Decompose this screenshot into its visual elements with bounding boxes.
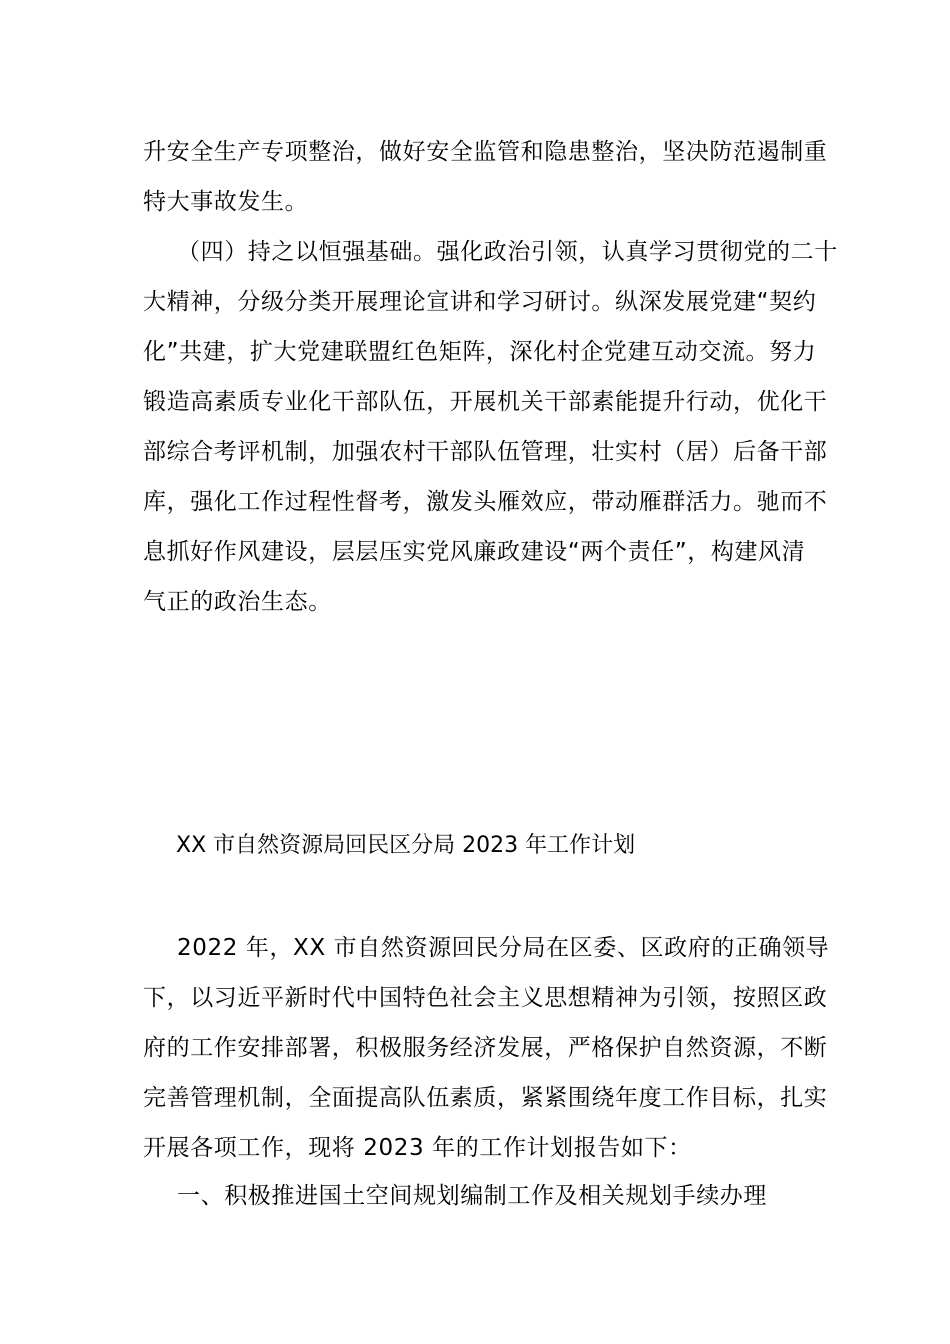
text-line: 化”共建，扩大党建联盟红色矩阵，深化村企党建互动交流。努力 [143, 339, 817, 365]
paragraph-safety-continuation [143, 127, 828, 227]
text-line: 部综合考评机制，加强农村干部队伍管理，壮实村（居）后备干部 [143, 439, 828, 465]
text-line: 升安全生产专项整治，做好安全监管和隐患整治，坚决防范遏制重 [143, 139, 828, 165]
text-line: 府的工作安排部署，积极服务经济发展，严格保护自然资源，不断 [143, 1035, 828, 1061]
text-line: 息抓好作风建设，层层压实党风廉政建设“两个责任”，构建风清 [143, 539, 806, 565]
text-line: 特大事故发生。 [143, 189, 309, 215]
text-line: 开展各项工作，现将 2023 年的工作计划报告如下： [143, 1135, 692, 1161]
document-title: XX 市自然资源局回民区分局 2023 年工作计划 [176, 833, 636, 858]
text-line: 下，以习近平新时代中国特色社会主义思想精神为引领，按照区政 [143, 985, 828, 1011]
section-heading-1 [143, 1171, 811, 1221]
text-line: 2022 年，XX 市自然资源回民分局在区委、区政府的正确领导 [177, 935, 830, 961]
text-line: 大精神，分级分类开展理论宣讲和学习研讨。纵深发展党建“契约 [143, 289, 817, 315]
text-line: 库，强化工作过程性督考，激发头雁效应，带动雁群活力。驰而不 [143, 489, 828, 515]
paragraph-strengthen-foundation [143, 227, 838, 627]
text-line: 完善管理机制，全面提高队伍素质，紧紧围绕年度工作目标，扎实 [143, 1085, 828, 1111]
text-line: 气正的政治生态。 [143, 589, 332, 615]
section-heading-text: 一、积极推进国土空间规划编制工作及相关规划手续办理 [177, 1183, 767, 1209]
text-line: 锻造高素质专业化干部队伍，开展机关干部素能提升行动，优化干 [143, 389, 828, 415]
paragraph-introduction [143, 923, 830, 1173]
text-line: （四）持之以恒强基础。强化政治引领，认真学习贯彻党的二十 [177, 239, 838, 265]
